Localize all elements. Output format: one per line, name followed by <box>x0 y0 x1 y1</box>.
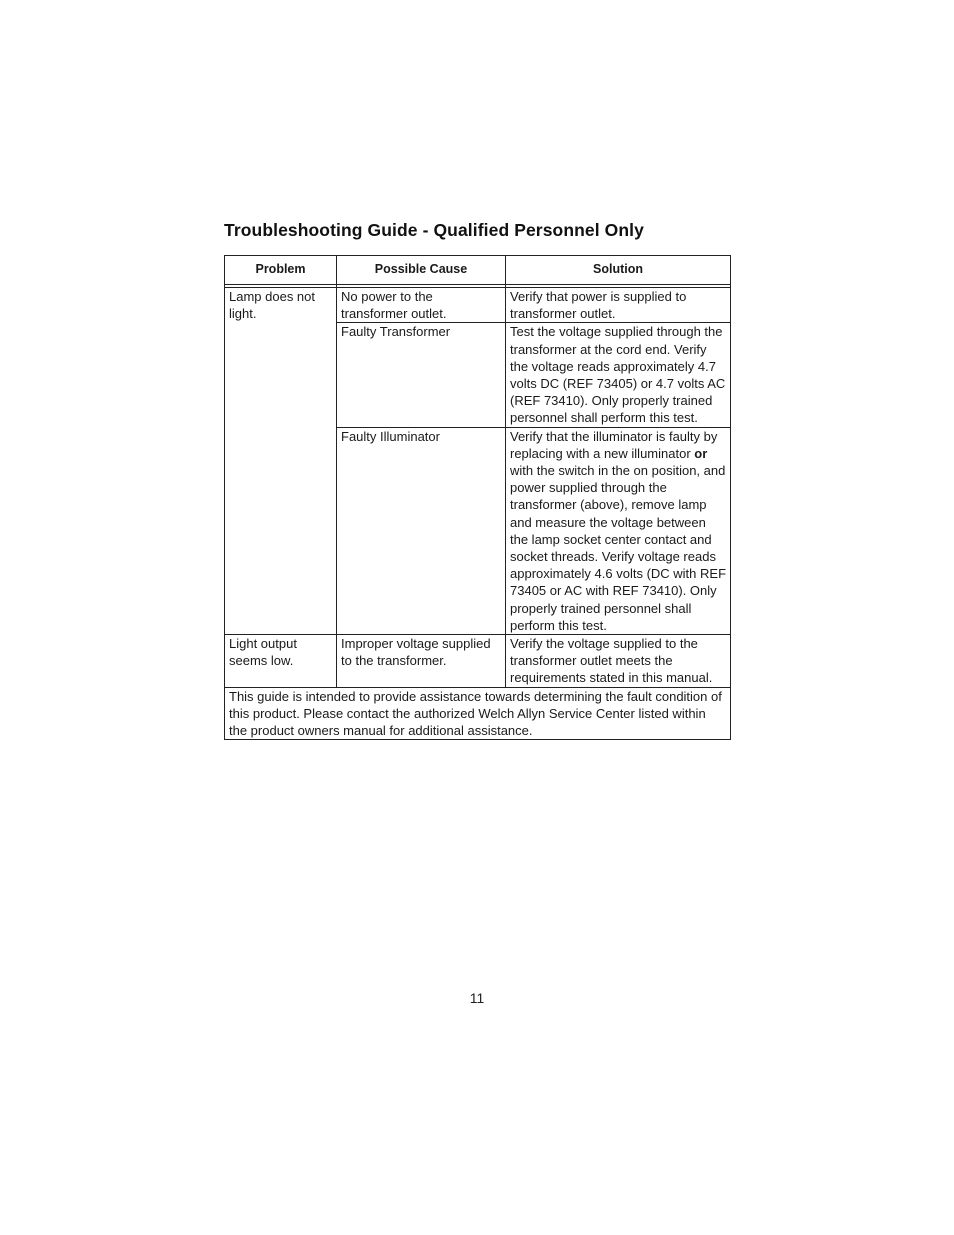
problem-cell: Light output seems low. <box>225 635 337 688</box>
cause-cell: Improper voltage supplied to the transformer. <box>337 635 506 688</box>
solution-text: Verify that the illuminator is faulty by replacing with a new illuminator <box>510 428 718 461</box>
solution-cell: Verify the voltage supplied to the transformer outlet meets the requirements stated in this manual. <box>506 635 731 688</box>
table-row <box>225 635 731 688</box>
solution-cell: Verify that power is supplied to transformer outlet. <box>506 288 731 323</box>
page-number: 11 <box>469 990 485 1006</box>
solution-bold-or: or <box>694 445 708 461</box>
header-solution: Solution <box>506 256 731 285</box>
header-possible-cause: Possible Cause <box>337 256 506 285</box>
cause-cell: Faulty Transformer <box>337 323 506 427</box>
cause-cell: No power to the transformer outlet. <box>337 288 506 323</box>
footer-note: This guide is intended to provide assistance towards determining the fault condition of this product. Please contact the authorized Welch Allyn Service Center listed within the product owners manual for additional assistance. <box>225 687 731 740</box>
header-problem: Problem <box>225 256 337 285</box>
cause-cell: Faulty Illuminator <box>337 427 506 634</box>
solution-cell: Test the voltage supplied through the transformer at the cord end. Verify the voltage reads approximately 4.7 volts DC (REF 73405) or 4.7 volts AC (REF 73410). Only properly trained personnel shall perform this test. <box>506 323 731 427</box>
troubleshooting-table <box>224 255 731 740</box>
page-title: Troubleshooting Guide - Qualified Personnel Only <box>224 220 644 240</box>
solution-cell <box>506 427 731 634</box>
problem-cell: Lamp does not light. <box>225 288 337 635</box>
table-footer-row <box>225 687 731 740</box>
solution-text: with the switch in the on position, and power supplied through the transformer (above), remove lamp and measure the voltage between the lamp socket center contact and socket threads. Verify voltage reads approximately 4.6 volts (DC with REF 73405 or AC with REF 73410). Only properly trained personnel shall perform this test. <box>510 463 727 633</box>
table-row <box>225 288 731 323</box>
table-header-row <box>225 256 731 285</box>
